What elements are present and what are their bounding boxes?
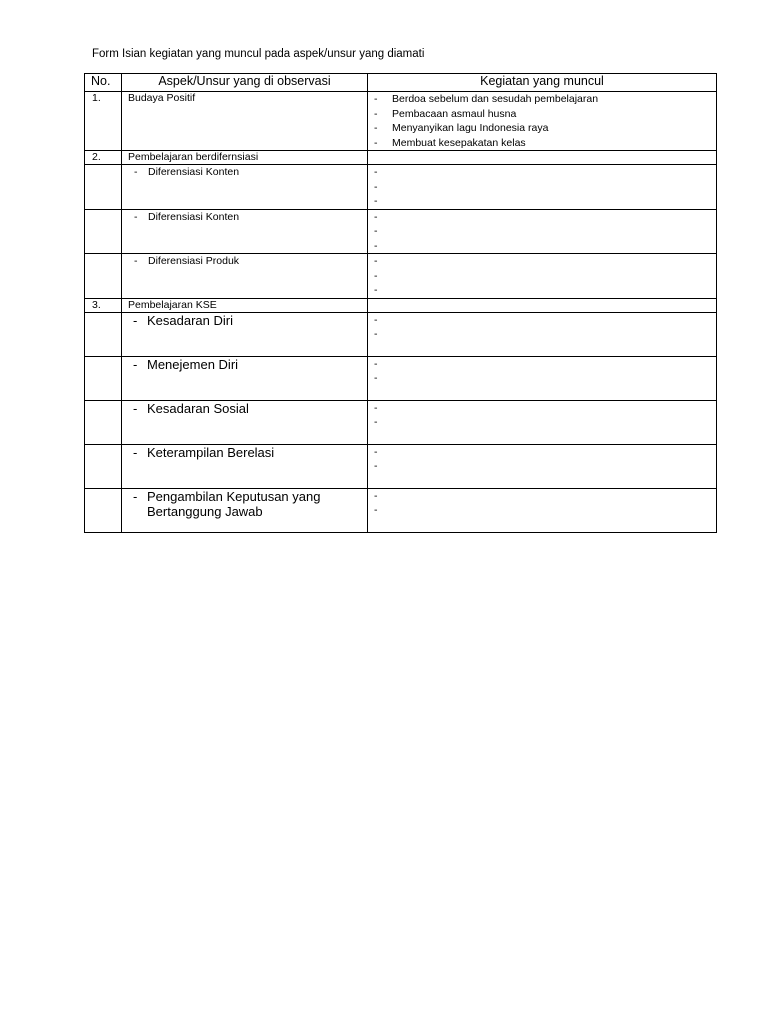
activity-list: - -: [374, 489, 378, 516]
section-title: Pembelajaran KSE: [122, 298, 368, 312]
activity-cell[interactable]: [368, 312, 717, 356]
subitem-cell: - Kesadaran Diri: [122, 312, 368, 356]
subitem-label: Diferensiasi Konten: [148, 210, 240, 223]
subitem-cell: - Diferensiasi Produk: [122, 254, 368, 299]
activity-cell[interactable]: [368, 444, 717, 488]
subitem-label: Kesadaran Sosial: [147, 400, 249, 416]
row-number: [85, 312, 122, 356]
row-number: [85, 165, 122, 210]
list-item: - Berdoa sebelum dan sesudah pembelajaran: [374, 93, 599, 105]
header-aspek: Aspek/Unsur yang di observasi: [122, 74, 368, 92]
table-row: [85, 165, 717, 210]
subitem-cell: - Diferensiasi Konten: [122, 165, 368, 210]
table-row: [85, 444, 717, 488]
section-title: Budaya Positif: [122, 92, 368, 151]
table-row: [85, 400, 717, 444]
header-no: No.: [85, 74, 122, 92]
activity-cell[interactable]: [368, 151, 717, 165]
row-number: [85, 444, 122, 488]
subitem-label: Kesadaran Diri: [147, 312, 233, 328]
table-row-section-3: [85, 298, 717, 312]
subitem-label: Diferensiasi Produk: [148, 255, 240, 267]
activity-cell[interactable]: [368, 209, 717, 254]
table-header-row: [85, 74, 717, 92]
activity-list: - -: [374, 445, 378, 472]
section-title: Pembelajaran berdifernsiasi: [122, 151, 368, 165]
table-row: [85, 209, 717, 254]
subitem-label: Diferensiasi Konten: [148, 166, 240, 178]
subitem-cell: - Diferensiasi Konten: [122, 209, 368, 254]
table-row: [85, 312, 717, 356]
row-number: [85, 488, 122, 532]
activity-cell[interactable]: [368, 488, 717, 532]
table-row-budaya-positif: [85, 92, 717, 151]
activity-list: - - -: [374, 166, 378, 207]
table-row-section-2: [85, 151, 717, 165]
activity-list: - - -: [374, 210, 378, 252]
form-caption: Form Isian kegiatan yang muncul pada aspek/unsur yang diamati: [92, 48, 425, 60]
row-number: 1.: [85, 92, 122, 151]
activity-cell[interactable]: [368, 356, 717, 400]
activity-cell[interactable]: [368, 298, 717, 312]
row-number: [85, 356, 122, 400]
table-row: [85, 488, 717, 532]
subitem-cell: - Keterampilan Berelasi: [122, 444, 368, 488]
activity-cell[interactable]: [368, 165, 717, 210]
activity-cell[interactable]: [368, 254, 717, 299]
row-number: 2.: [85, 151, 122, 165]
subitem-label: Pengambilan Keputusan yang Bertanggung Jawab: [147, 488, 321, 519]
activity-list: - -: [374, 357, 378, 384]
subitem-cell: - Kesadaran Sosial: [122, 400, 368, 444]
row-number: [85, 254, 122, 299]
row-number: 3.: [85, 298, 122, 312]
table-row: [85, 254, 717, 299]
subitem-cell: - Menejemen Diri: [122, 356, 368, 400]
activity-cell[interactable]: [368, 400, 717, 444]
header-kegiatan: Kegiatan yang muncul: [368, 74, 717, 92]
activity-cell[interactable]: [368, 92, 717, 151]
row-number: [85, 209, 122, 254]
observation-table: [84, 73, 717, 533]
list-item: - Pembacaan asmaul husna: [374, 107, 517, 120]
subitem-label: Menejemen Diri: [147, 356, 239, 372]
table-row: [85, 356, 717, 400]
list-item: - Menyanyikan lagu Indonesia raya: [374, 122, 549, 134]
activity-list: [368, 92, 716, 150]
row-number: [85, 400, 122, 444]
subitem-label: Keterampilan Berelasi: [147, 444, 275, 460]
activity-list: - -: [374, 401, 378, 428]
activity-list: - - -: [374, 255, 378, 296]
activity-list: - -: [374, 313, 378, 340]
subitem-cell: - Pengambilan Keputusan yang Bertanggung Jawab: [122, 488, 368, 532]
list-item: - Membuat kesepakatan kelas: [374, 136, 526, 149]
